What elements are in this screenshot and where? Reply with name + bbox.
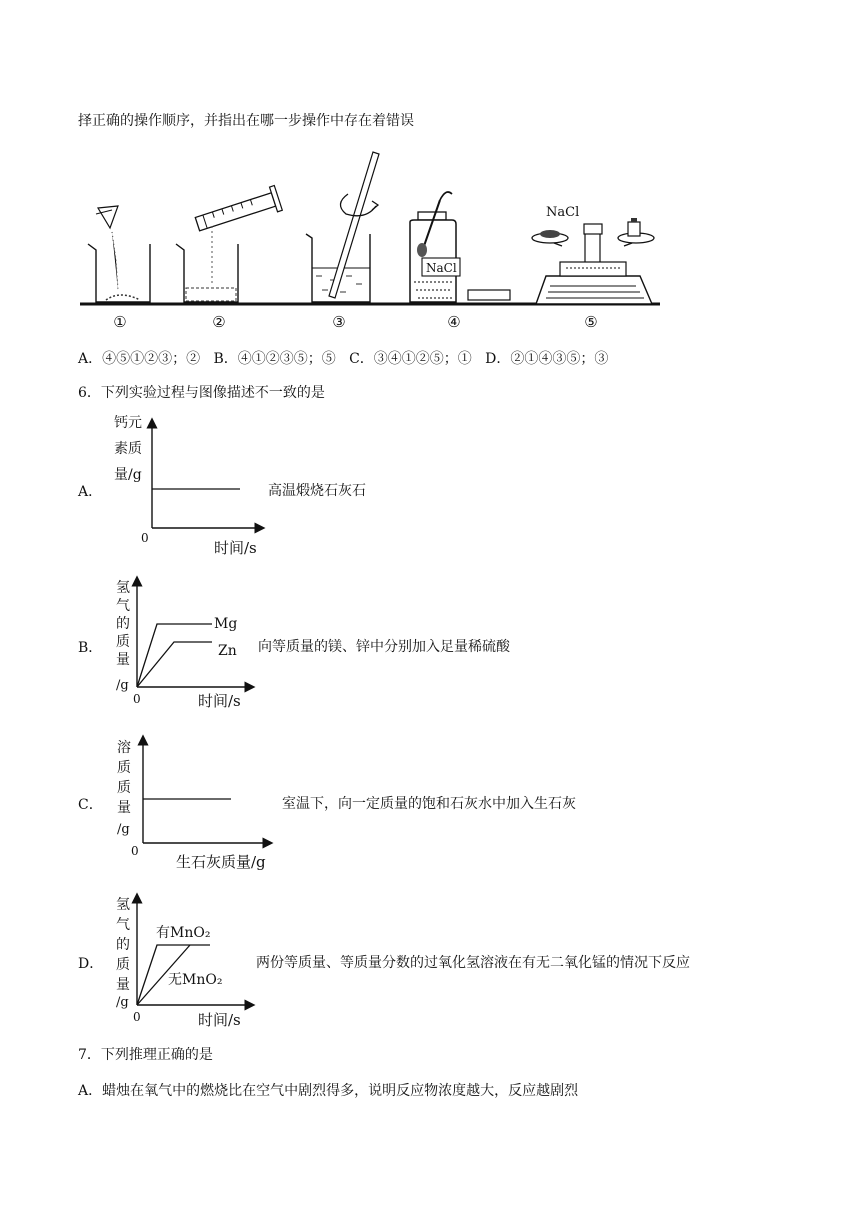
q5-intro: 择正确的操作顺序，并指出在哪一步操作中存在着错误 bbox=[78, 113, 414, 129]
svg-text:NaCl: NaCl bbox=[546, 205, 580, 220]
svg-text:质: 质 bbox=[116, 957, 130, 973]
svg-text:质: 质 bbox=[117, 780, 131, 796]
option-c-desc: 室温下，向一定质量的饱和石灰水中加入生石灰 bbox=[282, 796, 576, 812]
svg-text:0: 0 bbox=[141, 531, 149, 545]
q6-stem: 6．下列实验过程与图像描述不一致的是 bbox=[78, 385, 325, 401]
q7-option-a: A．蜡烛在氧气中的燃烧比在空气中剧烈得多，说明反应物浓度越大，反应越剧烈 bbox=[78, 1083, 579, 1099]
graph-c bbox=[100, 735, 280, 875]
reagent-bottle-step4 bbox=[410, 192, 510, 302]
svg-text:量: 量 bbox=[116, 977, 130, 993]
step-label-5: ⑤ bbox=[584, 313, 598, 331]
step-label-4: ④ bbox=[447, 313, 461, 331]
option-b-letter: B． bbox=[78, 640, 103, 656]
svg-text:Mg: Mg bbox=[214, 616, 238, 632]
svg-text:生石灰质量/g: 生石灰质量/g bbox=[176, 853, 266, 871]
svg-text:/g: /g bbox=[116, 678, 129, 693]
option-d-desc: 两份等质量、等质量分数的过氧化氢溶液在有无二氧化锰的情况下反应 bbox=[256, 955, 690, 971]
svg-text:量/g: 量/g bbox=[114, 467, 142, 483]
svg-text:/g: /g bbox=[117, 822, 130, 837]
q5-options: A．④⑤①②③；② B．④①②③⑤；⑤ C．③④①②⑤；① D．②①④③⑤；③ bbox=[78, 351, 609, 367]
graph-d bbox=[100, 892, 260, 1032]
step-label-2: ② bbox=[212, 313, 226, 331]
option-b-desc: 向等质量的镁、锌中分别加入足量稀硫酸 bbox=[258, 639, 510, 655]
beaker-step2 bbox=[176, 186, 282, 302]
step-label-3: ③ bbox=[332, 313, 346, 331]
svg-text:时间/s: 时间/s bbox=[214, 539, 257, 557]
svg-text:氢: 氢 bbox=[116, 897, 130, 913]
svg-text:钙元: 钙元 bbox=[114, 415, 142, 431]
series-line-zn bbox=[137, 642, 212, 687]
svg-text:素质: 素质 bbox=[114, 441, 142, 457]
svg-text:氢: 氢 bbox=[116, 580, 130, 596]
apparatus-figure bbox=[0, 0, 860, 340]
svg-text:无MnO₂: 无MnO₂ bbox=[168, 972, 223, 988]
option-d-letter: D． bbox=[78, 956, 104, 972]
graph-b bbox=[100, 575, 260, 715]
balance-step5 bbox=[532, 205, 654, 304]
svg-text:的: 的 bbox=[116, 616, 130, 632]
beaker-step1 bbox=[88, 206, 150, 302]
svg-text:0: 0 bbox=[133, 1010, 141, 1024]
svg-text:质: 质 bbox=[116, 634, 130, 650]
graph-a bbox=[100, 415, 270, 565]
svg-text:的: 的 bbox=[116, 937, 130, 953]
svg-text:时间/s: 时间/s bbox=[198, 1011, 241, 1029]
beaker-step3 bbox=[306, 152, 379, 302]
option-a-letter: A． bbox=[78, 484, 103, 500]
svg-text:0: 0 bbox=[131, 844, 139, 858]
svg-text:质: 质 bbox=[117, 760, 131, 776]
svg-text:气: 气 bbox=[116, 598, 130, 614]
svg-text:溶: 溶 bbox=[117, 740, 131, 756]
series-line-mg bbox=[137, 624, 212, 687]
svg-text:0: 0 bbox=[133, 692, 141, 706]
option-a-desc: 高温煅烧石灰石 bbox=[268, 483, 366, 499]
q7-stem: 7．下列推理正确的是 bbox=[78, 1047, 213, 1063]
svg-text:Zn: Zn bbox=[218, 643, 237, 659]
svg-text:有MnO₂: 有MnO₂ bbox=[156, 925, 211, 941]
svg-text:量: 量 bbox=[117, 800, 131, 816]
option-c-letter: C． bbox=[78, 797, 103, 813]
step-label-1: ① bbox=[113, 313, 127, 331]
svg-text:时间/s: 时间/s bbox=[198, 692, 241, 710]
svg-text:量: 量 bbox=[116, 652, 130, 668]
svg-text:气: 气 bbox=[116, 917, 130, 933]
svg-text:NaCl: NaCl bbox=[426, 261, 457, 275]
svg-text:/g: /g bbox=[116, 995, 129, 1010]
